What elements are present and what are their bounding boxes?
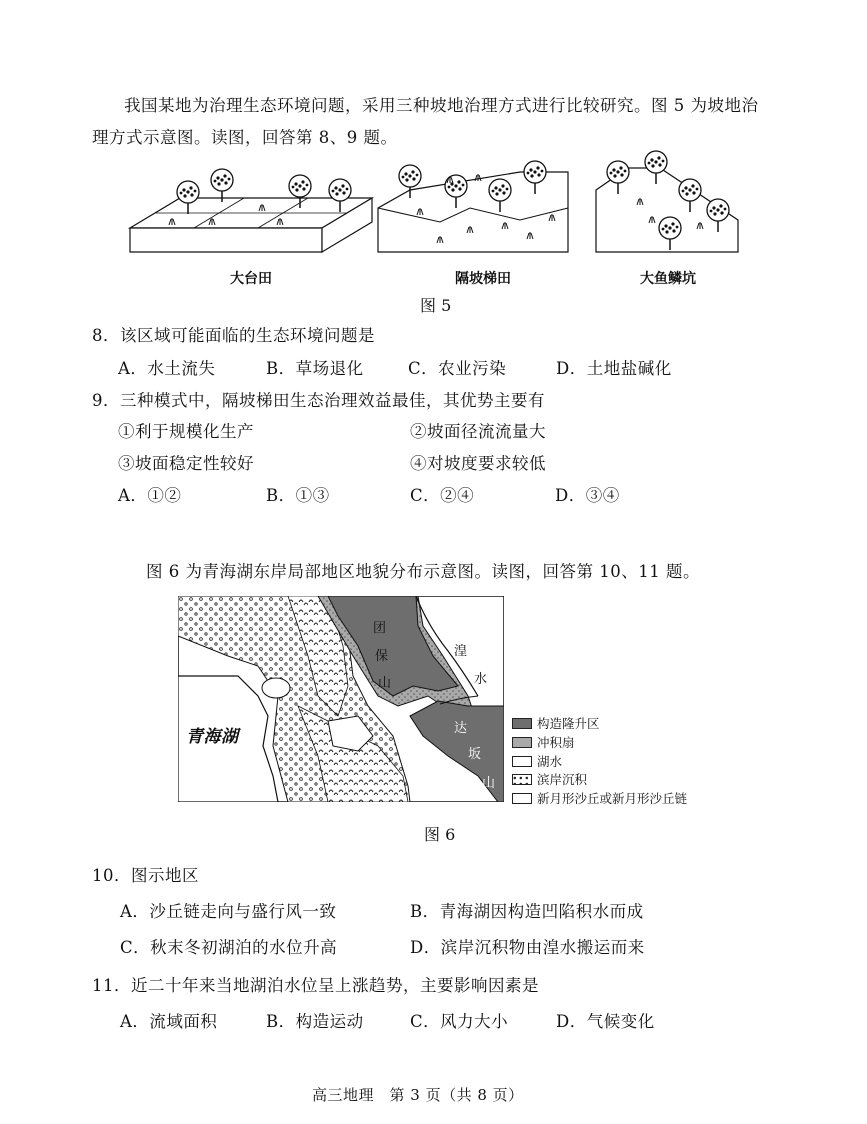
legend-uplift: 构造隆升区 [512, 714, 600, 732]
intro-line-2: 理方式示意图。读图，回答第 8、9 题。 [92, 128, 398, 147]
legend-swatch-deposit [512, 774, 532, 785]
legend-swatch-water [512, 756, 532, 767]
q11-option-a: A．流域面积 [120, 1012, 218, 1031]
q10-option-c: C．秋末冬初湖泊的水位升高 [120, 938, 338, 957]
q10-option-b: B．青海湖因构造凹陷积水而成 [410, 902, 644, 921]
legend-swatch-fan [512, 737, 532, 748]
fig5-label-3: 大鱼鳞坑 [640, 271, 696, 287]
slope-terrace-block [378, 161, 568, 252]
q9-item-3: ③坡面稳定性较好 [118, 454, 254, 473]
intro-2: 图 6 为青海湖东岸局部地区地貌分布示意图。读图，回答第 10、11 题。 [146, 562, 700, 581]
q9-item-1: ①利于规模化生产 [118, 422, 254, 441]
terrace-field-block [130, 169, 372, 252]
legend-lake-water: 湖水 [512, 752, 562, 770]
q9-option-b: B．①③ [266, 486, 330, 505]
fig6-caption: 图 6 [424, 825, 456, 844]
q9-option-c: C．②④ [410, 486, 475, 505]
map-label-daban-3: 山 [482, 776, 496, 791]
q11-stem: 11．近二十年来当地湖泊水位呈上涨趋势，主要影响因素是 [92, 976, 539, 995]
q8-option-d: D．土地盐碱化 [556, 359, 672, 378]
intro-line-1: 我国某地为治理生态环境问题，采用三种坡地治理方式进行比较研究。图 5 为坡地治 [124, 96, 759, 115]
q10-option-a: A．沙丘链走向与盛行风一致 [120, 902, 337, 921]
q8-option-c: C．农业污染 [408, 359, 507, 378]
legend-dunes: 新月形沙丘或新月形沙丘链 [512, 789, 687, 807]
q11-option-b: B．构造运动 [266, 1012, 364, 1031]
legend-swatch-dunes [512, 793, 532, 804]
q8-option-b: B．草场退化 [266, 359, 364, 378]
q9-stem: 9．三种模式中，隔坡梯田生态治理效益最佳，其优势主要有 [92, 391, 545, 410]
q10-option-d: D．滨岸沉积物由湟水搬运而来 [410, 938, 645, 957]
map-label-daban-1: 达 [454, 721, 468, 736]
q9-option-a: A．①② [118, 486, 182, 505]
map-label-tuanbao-1: 团 [373, 621, 387, 636]
map-label-daban-2: 坂 [468, 747, 482, 762]
page-footer: 高三地理 第 3 页（共 8 页） [312, 1086, 524, 1104]
q11-option-d: D．气候变化 [556, 1012, 655, 1031]
figure-5-diagram [0, 150, 867, 270]
map-label-huangshui-2: 水 [474, 672, 488, 687]
fish-scale-pit-block [596, 151, 738, 252]
q11-option-c: C．风力大小 [410, 1012, 509, 1031]
q8-stem: 8．该区域可能面临的生态环境问题是 [92, 326, 375, 345]
map-label-lake: 青海湖 [186, 727, 239, 747]
fig5-label-2: 隔坡梯田 [455, 271, 511, 287]
legend-swatch-uplift [512, 718, 532, 729]
fig5-label-1: 大台田 [230, 271, 272, 287]
q10-stem: 10．图示地区 [92, 866, 199, 885]
legend-alluvial-fan: 冲积扇 [512, 733, 575, 751]
q9-item-4: ④对坡度要求较低 [410, 454, 546, 473]
map-label-tuanbao-2: 保 [375, 649, 389, 664]
fig5-caption: 图 5 [420, 296, 452, 315]
q8-option-a: A．水土流失 [118, 359, 216, 378]
map-label-tuanbao-3: 山 [378, 676, 392, 691]
map-label-huangshui-1: 湟 [454, 644, 468, 659]
q9-item-2: ②坡面径流流量大 [410, 422, 546, 441]
q9-option-d: D．③④ [555, 486, 620, 505]
figure-6-map [178, 596, 504, 802]
legend-coastal-deposit: 滨岸沉积 [512, 770, 587, 788]
